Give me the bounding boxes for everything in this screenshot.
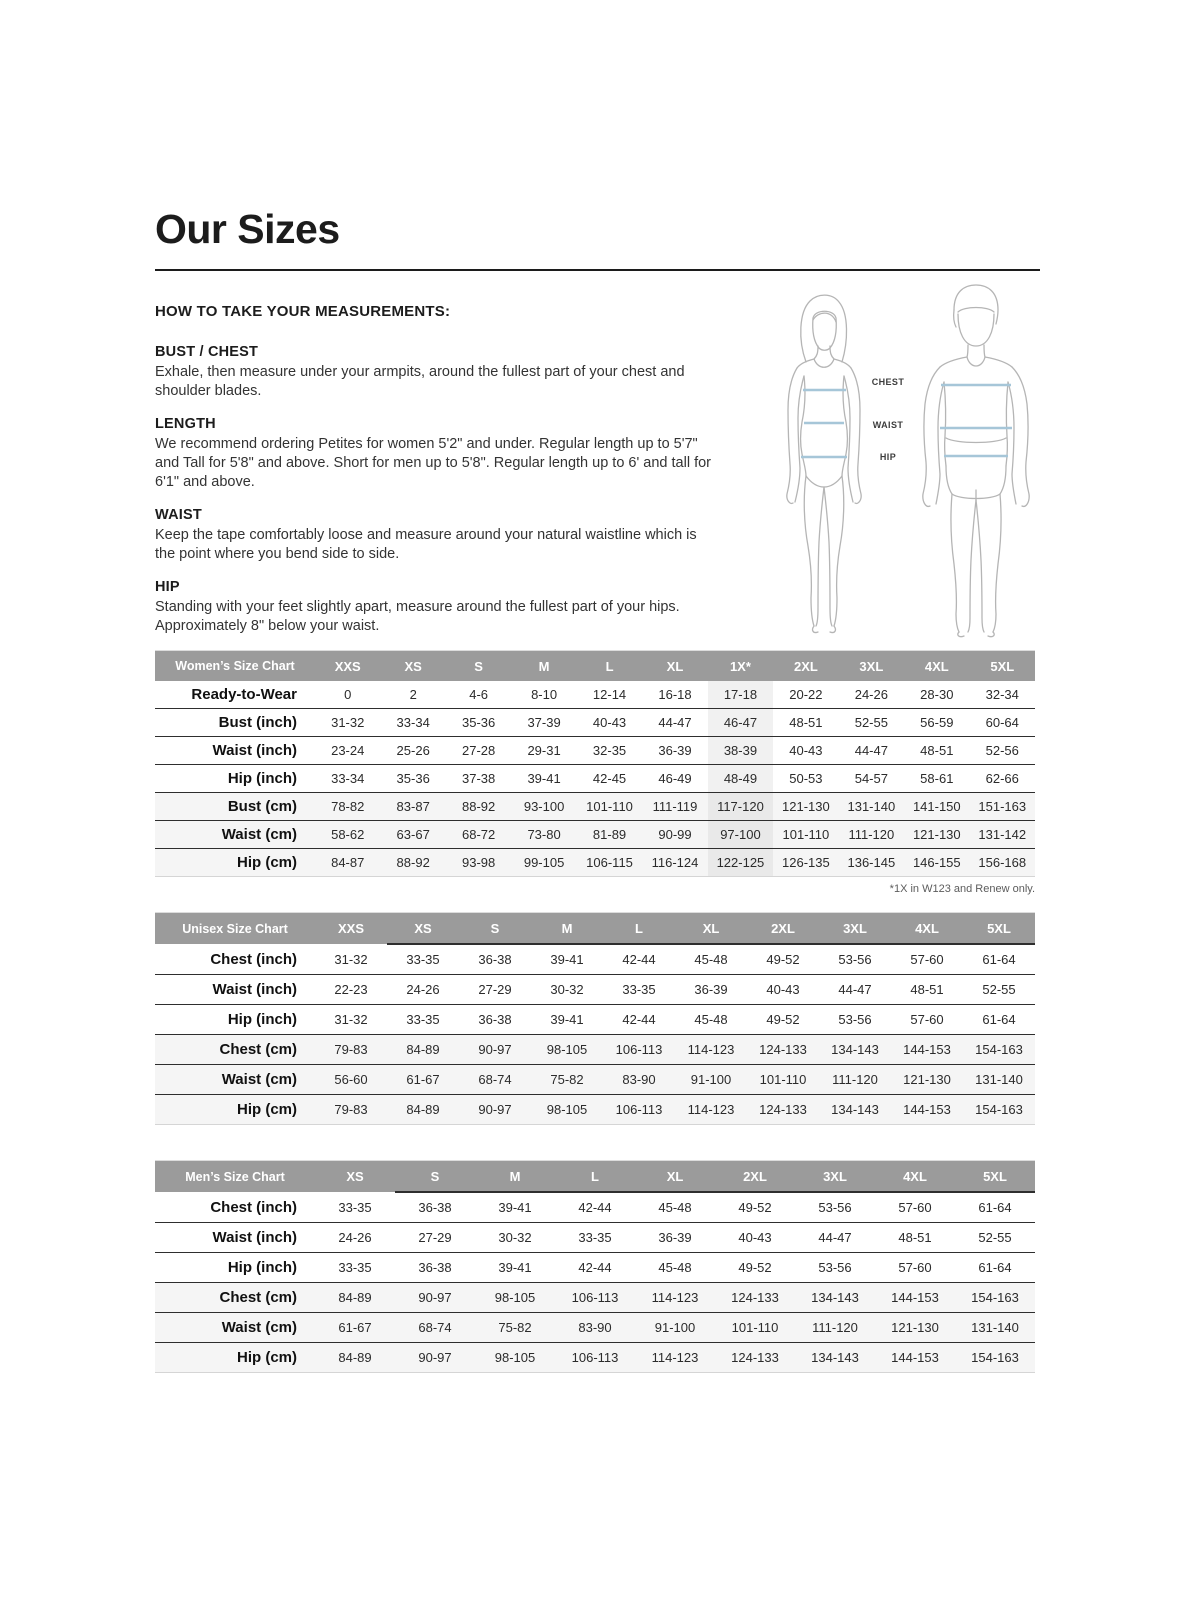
size-value-cell: 141-150: [904, 793, 969, 821]
size-value-cell: 16-18: [642, 681, 707, 709]
size-column-header: 2XL: [715, 1161, 795, 1193]
size-value-cell: 98-105: [475, 1343, 555, 1373]
size-value-cell: 111-120: [795, 1313, 875, 1343]
size-value-cell: 60-64: [970, 709, 1035, 737]
size-column-header: 2XL: [773, 651, 838, 682]
size-value-cell: 52-55: [963, 975, 1035, 1005]
size-value-cell: 98-105: [531, 1095, 603, 1125]
size-value-cell: 40-43: [747, 975, 819, 1005]
size-value-cell: 134-143: [819, 1095, 891, 1125]
table-row: [155, 975, 1035, 1005]
size-value-cell: 49-52: [715, 1192, 795, 1223]
size-value-cell: 78-82: [315, 793, 380, 821]
body-outline-figures: [748, 278, 1042, 640]
size-value-cell: 90-97: [395, 1283, 475, 1313]
size-value-cell: 114-123: [675, 1035, 747, 1065]
size-column-header: M: [511, 651, 576, 682]
size-value-cell: 154-163: [963, 1035, 1035, 1065]
size-value-cell: 42-44: [555, 1253, 635, 1283]
size-value-cell: 37-39: [511, 709, 576, 737]
size-value-cell: 53-56: [819, 944, 891, 975]
size-value-cell: 98-105: [531, 1035, 603, 1065]
size-column-header: XL: [675, 913, 747, 945]
size-value-cell: 114-123: [675, 1095, 747, 1125]
size-value-cell: 101-110: [773, 821, 838, 849]
size-value-cell: 54-57: [839, 765, 904, 793]
row-label: Bust (cm): [155, 793, 315, 821]
row-label: Chest (cm): [155, 1035, 315, 1065]
size-value-cell: 114-123: [635, 1283, 715, 1313]
size-value-cell: 68-74: [459, 1065, 531, 1095]
size-value-cell: 27-29: [395, 1223, 475, 1253]
size-value-cell: 111-120: [839, 821, 904, 849]
size-value-cell: 134-143: [795, 1283, 875, 1313]
size-value-cell: 28-30: [904, 681, 969, 709]
size-column-header: L: [577, 651, 642, 682]
size-value-cell: 131-142: [970, 821, 1035, 849]
size-column-header: 3XL: [839, 651, 904, 682]
size-value-cell: 52-55: [839, 709, 904, 737]
size-value-cell: 63-67: [380, 821, 445, 849]
size-value-cell: 84-89: [387, 1035, 459, 1065]
size-value-cell: 101-110: [577, 793, 642, 821]
size-value-cell: 4-6: [446, 681, 511, 709]
size-value-cell: 144-153: [891, 1035, 963, 1065]
size-value-cell: 124-133: [715, 1343, 795, 1373]
size-value-cell: 81-89: [577, 821, 642, 849]
row-label: Ready-to-Wear: [155, 681, 315, 709]
size-value-cell: 106-113: [603, 1095, 675, 1125]
size-column-header: 5XL: [970, 651, 1035, 682]
size-value-cell: 23-24: [315, 737, 380, 765]
size-column-header: 4XL: [875, 1161, 955, 1193]
size-value-cell: 90-99: [642, 821, 707, 849]
size-table: [155, 1160, 1035, 1373]
size-column-header: 3XL: [819, 913, 891, 945]
size-value-cell: 90-97: [459, 1035, 531, 1065]
size-value-cell: 36-39: [675, 975, 747, 1005]
womens-size-chart: [155, 650, 1040, 877]
size-value-cell: 79-83: [315, 1095, 387, 1125]
size-value-cell: 61-64: [963, 1005, 1035, 1035]
size-value-cell: 57-60: [875, 1253, 955, 1283]
size-column-header: 1X*: [708, 651, 773, 682]
table-title: Men’s Size Chart: [155, 1161, 315, 1193]
size-value-cell: 124-133: [747, 1035, 819, 1065]
size-column-header: XS: [387, 913, 459, 945]
table-title: Unisex Size Chart: [155, 913, 315, 945]
size-value-cell: 50-53: [773, 765, 838, 793]
size-value-cell: 52-56: [970, 737, 1035, 765]
size-value-cell: 88-92: [446, 793, 511, 821]
row-label: Bust (inch): [155, 709, 315, 737]
size-column-header: M: [531, 913, 603, 945]
table-row: [155, 1343, 1035, 1373]
page-title: Our Sizes: [155, 206, 340, 252]
size-column-header: 2XL: [747, 913, 819, 945]
size-value-cell: 39-41: [475, 1253, 555, 1283]
unisex-size-chart: [155, 912, 1040, 1125]
size-value-cell: 36-39: [635, 1223, 715, 1253]
size-value-cell: 36-39: [642, 737, 707, 765]
size-value-cell: 144-153: [875, 1343, 955, 1373]
size-table: [155, 912, 1035, 1125]
table-title: Women’s Size Chart: [155, 651, 315, 682]
size-value-cell: 35-36: [446, 709, 511, 737]
table-row: [155, 821, 1035, 849]
size-column-header: 3XL: [795, 1161, 875, 1193]
size-value-cell: 124-133: [747, 1095, 819, 1125]
chest-label: CHEST: [871, 377, 905, 387]
size-value-cell: 83-87: [380, 793, 445, 821]
section-heading: HIP: [155, 579, 180, 595]
size-value-cell: 99-105: [511, 849, 576, 877]
table-row: [155, 1253, 1035, 1283]
size-value-cell: 30-32: [475, 1223, 555, 1253]
row-label: Hip (inch): [155, 1253, 315, 1283]
size-value-cell: 61-64: [955, 1192, 1035, 1223]
row-label: Waist (cm): [155, 821, 315, 849]
size-value-cell: 24-26: [387, 975, 459, 1005]
size-value-cell: 53-56: [795, 1253, 875, 1283]
size-column-header: XL: [635, 1161, 715, 1193]
size-value-cell: 68-74: [395, 1313, 475, 1343]
table-row: [155, 1065, 1035, 1095]
size-value-cell: 156-168: [970, 849, 1035, 877]
size-value-cell: 134-143: [819, 1035, 891, 1065]
size-value-cell: 56-60: [315, 1065, 387, 1095]
table-row: [155, 1223, 1035, 1253]
table-row: [155, 944, 1035, 975]
table-row: [155, 1313, 1035, 1343]
size-value-cell: 73-80: [511, 821, 576, 849]
size-value-cell: 36-38: [395, 1253, 475, 1283]
row-label: Hip (cm): [155, 849, 315, 877]
size-value-cell: 48-51: [773, 709, 838, 737]
row-label: Hip (inch): [155, 1005, 315, 1035]
section-body: Standing with your feet slightly apart, measure around the fullest part of your hips. Approximately 8" below your waist.: [155, 599, 680, 634]
row-label: Hip (inch): [155, 765, 315, 793]
size-value-cell: 93-100: [511, 793, 576, 821]
table-row: [155, 1035, 1035, 1065]
size-value-cell: 136-145: [839, 849, 904, 877]
size-value-cell: 22-23: [315, 975, 387, 1005]
size-column-header: L: [603, 913, 675, 945]
size-value-cell: 84-89: [387, 1095, 459, 1125]
table-header-row: [155, 1161, 1035, 1193]
size-value-cell: 121-130: [904, 821, 969, 849]
size-value-cell: 121-130: [875, 1313, 955, 1343]
section-body: We recommend ordering Petites for women 5'2" and under. Regular length up to 5'7" and Tall for 5'8" and above. Short for men up to 5'8". Regular length up to 6' and tall for 6'1" and above.: [155, 436, 711, 490]
row-label: Chest (inch): [155, 1192, 315, 1223]
row-label: Hip (cm): [155, 1343, 315, 1373]
size-value-cell: 33-35: [387, 944, 459, 975]
size-value-cell: 42-45: [577, 765, 642, 793]
size-value-cell: 35-36: [380, 765, 445, 793]
size-value-cell: 117-120: [708, 793, 773, 821]
size-value-cell: 57-60: [875, 1192, 955, 1223]
table-row: [155, 1283, 1035, 1313]
size-column-header: XXS: [315, 913, 387, 945]
size-value-cell: 40-43: [715, 1223, 795, 1253]
size-value-cell: 52-55: [955, 1223, 1035, 1253]
size-value-cell: 33-35: [387, 1005, 459, 1035]
section-heading: WAIST: [155, 507, 202, 523]
size-value-cell: 33-34: [315, 765, 380, 793]
size-value-cell: 124-133: [715, 1283, 795, 1313]
size-column-header: L: [555, 1161, 635, 1193]
size-value-cell: 36-38: [395, 1192, 475, 1223]
title-divider: [155, 269, 1040, 271]
size-value-cell: 58-61: [904, 765, 969, 793]
size-value-cell: 106-113: [603, 1035, 675, 1065]
size-value-cell: 57-60: [891, 944, 963, 975]
size-value-cell: 32-34: [970, 681, 1035, 709]
table-row: [155, 765, 1035, 793]
size-value-cell: 93-98: [446, 849, 511, 877]
size-value-cell: 36-38: [459, 1005, 531, 1035]
size-value-cell: 84-89: [315, 1283, 395, 1313]
size-value-cell: 111-120: [819, 1065, 891, 1095]
size-value-cell: 151-163: [970, 793, 1035, 821]
size-value-cell: 33-35: [315, 1192, 395, 1223]
row-label: Waist (cm): [155, 1065, 315, 1095]
size-value-cell: 12-14: [577, 681, 642, 709]
size-column-header: S: [395, 1161, 475, 1193]
size-value-cell: 90-97: [459, 1095, 531, 1125]
size-column-header: S: [446, 651, 511, 682]
table-row: [155, 849, 1035, 877]
size-value-cell: 46-47: [708, 709, 773, 737]
size-table: [155, 650, 1035, 877]
size-value-cell: 116-124: [642, 849, 707, 877]
size-value-cell: 83-90: [555, 1313, 635, 1343]
size-value-cell: 53-56: [795, 1192, 875, 1223]
size-value-cell: 20-22: [773, 681, 838, 709]
size-value-cell: 53-56: [819, 1005, 891, 1035]
size-value-cell: 144-153: [891, 1095, 963, 1125]
size-column-header: 4XL: [891, 913, 963, 945]
size-value-cell: 84-87: [315, 849, 380, 877]
size-value-cell: 79-83: [315, 1035, 387, 1065]
size-value-cell: 46-49: [642, 765, 707, 793]
size-column-header: XXS: [315, 651, 380, 682]
size-value-cell: 0: [315, 681, 380, 709]
size-value-cell: 61-67: [387, 1065, 459, 1095]
row-label: Chest (inch): [155, 944, 315, 975]
size-value-cell: 42-44: [603, 944, 675, 975]
size-value-cell: 91-100: [675, 1065, 747, 1095]
size-value-cell: 154-163: [955, 1343, 1035, 1373]
size-value-cell: 97-100: [708, 821, 773, 849]
size-value-cell: 106-113: [555, 1343, 635, 1373]
mens-size-chart: [155, 1160, 1040, 1373]
size-column-header: 5XL: [955, 1161, 1035, 1193]
size-value-cell: 144-153: [875, 1283, 955, 1313]
size-value-cell: 44-47: [839, 737, 904, 765]
size-value-cell: 57-60: [891, 1005, 963, 1035]
size-value-cell: 31-32: [315, 944, 387, 975]
size-value-cell: 83-90: [603, 1065, 675, 1095]
size-value-cell: 45-48: [675, 1005, 747, 1035]
size-value-cell: 90-97: [395, 1343, 475, 1373]
size-value-cell: 131-140: [955, 1313, 1035, 1343]
size-value-cell: 58-62: [315, 821, 380, 849]
size-value-cell: 49-52: [747, 1005, 819, 1035]
how-to-heading: HOW TO TAKE YOUR MEASUREMENTS:: [155, 303, 451, 320]
section-bust-chest: [155, 344, 717, 401]
size-value-cell: 39-41: [531, 1005, 603, 1035]
size-value-cell: 122-125: [708, 849, 773, 877]
size-value-cell: 27-28: [446, 737, 511, 765]
size-value-cell: 91-100: [635, 1313, 715, 1343]
hip-label: HIP: [879, 452, 897, 462]
measurement-instructions: [155, 344, 717, 651]
size-value-cell: 40-43: [577, 709, 642, 737]
size-value-cell: 42-44: [555, 1192, 635, 1223]
size-value-cell: 106-115: [577, 849, 642, 877]
size-value-cell: 111-119: [642, 793, 707, 821]
size-value-cell: 37-38: [446, 765, 511, 793]
row-label: Chest (cm): [155, 1283, 315, 1313]
woman-figure: [787, 295, 861, 632]
size-value-cell: 49-52: [747, 944, 819, 975]
section-heading: BUST / CHEST: [155, 344, 259, 360]
table-row: [155, 1005, 1035, 1035]
size-value-cell: 33-35: [603, 975, 675, 1005]
size-value-cell: 31-32: [315, 709, 380, 737]
row-label: Waist (inch): [155, 737, 315, 765]
size-value-cell: 44-47: [795, 1223, 875, 1253]
size-value-cell: 25-26: [380, 737, 445, 765]
size-value-cell: 101-110: [715, 1313, 795, 1343]
size-value-cell: 33-34: [380, 709, 445, 737]
table-row: [155, 793, 1035, 821]
size-value-cell: 101-110: [747, 1065, 819, 1095]
size-value-cell: 45-48: [635, 1253, 715, 1283]
size-value-cell: 146-155: [904, 849, 969, 877]
table-row: [155, 1095, 1035, 1125]
size-value-cell: 38-39: [708, 737, 773, 765]
size-value-cell: 131-140: [839, 793, 904, 821]
row-label: Hip (cm): [155, 1095, 315, 1125]
size-value-cell: 84-89: [315, 1343, 395, 1373]
size-value-cell: 36-38: [459, 944, 531, 975]
size-value-cell: 49-52: [715, 1253, 795, 1283]
table-row: [155, 681, 1035, 709]
size-value-cell: 39-41: [531, 944, 603, 975]
section-heading: LENGTH: [155, 416, 216, 432]
size-value-cell: 8-10: [511, 681, 576, 709]
section-hip: [155, 579, 717, 636]
size-value-cell: 98-105: [475, 1283, 555, 1313]
man-figure: [923, 285, 1029, 637]
section-length: [155, 416, 717, 492]
size-value-cell: 48-51: [904, 737, 969, 765]
size-value-cell: 39-41: [475, 1192, 555, 1223]
womens-chart-footnote: *1X in W123 and Renew only.: [889, 883, 1035, 895]
size-column-header: M: [475, 1161, 555, 1193]
section-body: Keep the tape comfortably loose and measure around your natural waistline which is the point where you bend side to side.: [155, 527, 697, 562]
size-value-cell: 44-47: [819, 975, 891, 1005]
size-value-cell: 48-51: [875, 1223, 955, 1253]
size-column-header: XL: [642, 651, 707, 682]
size-value-cell: 24-26: [839, 681, 904, 709]
table-row: [155, 1192, 1035, 1223]
size-value-cell: 27-29: [459, 975, 531, 1005]
size-value-cell: 106-113: [555, 1283, 635, 1313]
size-value-cell: 61-67: [315, 1313, 395, 1343]
size-value-cell: 131-140: [963, 1065, 1035, 1095]
size-value-cell: 88-92: [380, 849, 445, 877]
size-value-cell: 42-44: [603, 1005, 675, 1035]
table-row: [155, 709, 1035, 737]
size-value-cell: 126-135: [773, 849, 838, 877]
waist-label: WAIST: [872, 420, 904, 430]
size-value-cell: 48-49: [708, 765, 773, 793]
size-value-cell: 56-59: [904, 709, 969, 737]
section-waist: [155, 507, 717, 564]
size-value-cell: 44-47: [642, 709, 707, 737]
size-value-cell: 121-130: [891, 1065, 963, 1095]
size-value-cell: 2: [380, 681, 445, 709]
size-value-cell: 17-18: [708, 681, 773, 709]
size-value-cell: 75-82: [531, 1065, 603, 1095]
size-value-cell: 30-32: [531, 975, 603, 1005]
size-value-cell: 31-32: [315, 1005, 387, 1035]
row-label: Waist (inch): [155, 975, 315, 1005]
size-value-cell: 68-72: [446, 821, 511, 849]
size-column-header: S: [459, 913, 531, 945]
size-value-cell: 61-64: [963, 944, 1035, 975]
measurement-figures-illustration: [748, 278, 1042, 640]
size-value-cell: 154-163: [955, 1283, 1035, 1313]
size-value-cell: 154-163: [963, 1095, 1035, 1125]
size-value-cell: 121-130: [773, 793, 838, 821]
table-header-row: [155, 913, 1035, 945]
section-body: Exhale, then measure under your armpits, around the fullest part of your chest and shoulder blades.: [155, 364, 685, 399]
size-value-cell: 134-143: [795, 1343, 875, 1373]
size-column-header: XS: [380, 651, 445, 682]
row-label: Waist (cm): [155, 1313, 315, 1343]
size-value-cell: 45-48: [675, 944, 747, 975]
size-value-cell: 48-51: [891, 975, 963, 1005]
size-value-cell: 75-82: [475, 1313, 555, 1343]
size-column-header: 5XL: [963, 913, 1035, 945]
size-value-cell: 61-64: [955, 1253, 1035, 1283]
size-value-cell: 24-26: [315, 1223, 395, 1253]
size-value-cell: 62-66: [970, 765, 1035, 793]
size-value-cell: 114-123: [635, 1343, 715, 1373]
size-column-header: 4XL: [904, 651, 969, 682]
size-value-cell: 32-35: [577, 737, 642, 765]
table-header-row: [155, 651, 1035, 682]
size-value-cell: 45-48: [635, 1192, 715, 1223]
size-value-cell: 33-35: [315, 1253, 395, 1283]
size-value-cell: 29-31: [511, 737, 576, 765]
size-column-header: XS: [315, 1161, 395, 1193]
size-value-cell: 39-41: [511, 765, 576, 793]
size-value-cell: 40-43: [773, 737, 838, 765]
table-row: [155, 737, 1035, 765]
row-label: Waist (inch): [155, 1223, 315, 1253]
size-value-cell: 33-35: [555, 1223, 635, 1253]
